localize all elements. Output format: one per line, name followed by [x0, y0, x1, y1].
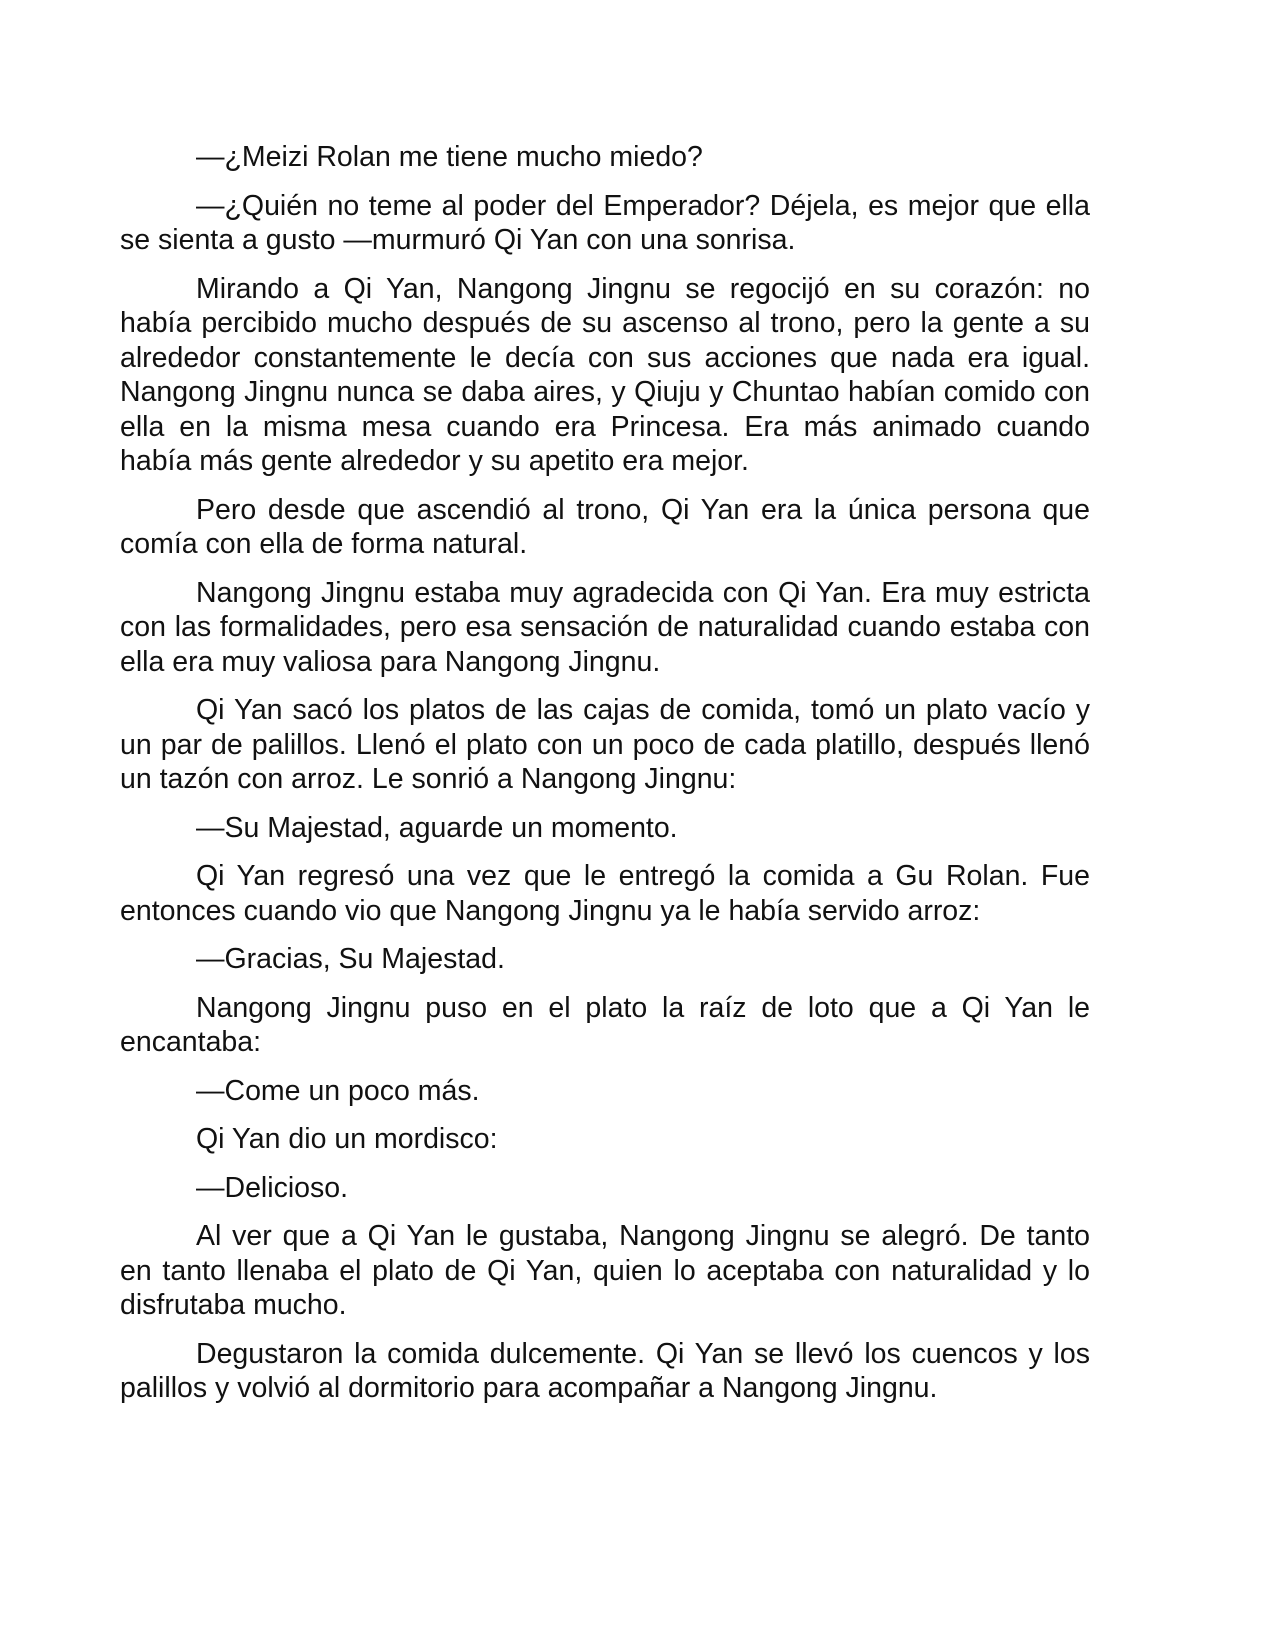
document-page — [120, 140, 1090, 1420]
paragraph-4: Pero desde que ascendió al trono, Qi Yan era la única persona que comía con ella de forma natural. — [120, 493, 1090, 560]
paragraph-2: —¿Quién no teme al poder del Emperador? Déjela, es mejor que ella se sienta a gusto —murmuró Qi Yan con una sonrisa. — [120, 189, 1090, 256]
paragraph-15: Degustaron la comida dulcemente. Qi Yan se llevó los cuencos y los palillos y volvió al dormitorio para acompañar a Nangong Jingnu. — [120, 1337, 1090, 1404]
paragraph-6: Qi Yan sacó los platos de las cajas de comida, tomó un plato vacío y un par de palillos. Llenó el plato con un poco de cada platillo, después llenó un tazón con arroz. Le sonrió a Nangong Jingnu: — [120, 694, 1090, 795]
paragraph-11: —Come un poco más. — [196, 1074, 480, 1107]
paragraph-13: —Delicioso. — [196, 1171, 349, 1204]
paragraph-1: —¿Meizi Rolan me tiene mucho miedo? — [196, 141, 703, 173]
paragraph-9: —Gracias, Su Majestad. — [196, 943, 505, 975]
paragraph-5: Nangong Jingnu estaba muy agradecida con Qi Yan. Era muy estricta con las formalidades, pero esa sensación de naturalidad cuando estaba con ella era muy valiosa para Nangong Jingnu. — [120, 576, 1090, 678]
paragraph-12: Qi Yan dio un mordisco: — [196, 1123, 498, 1155]
paragraph-3: Mirando a Qi Yan, Nangong Jingnu se regocijó en su corazón: no había percibido mucho después de su ascenso al trono, pero la gente a su alrededor constantemente le decía con sus acciones que nada era igual. Nangong Jingnu nunca se daba aires, y Qiuju y Chuntao habían comido con ella en la misma mesa cuando era Princesa. Era más animado cuando había más gente alrededor y su apetito era mejor. — [120, 272, 1090, 477]
paragraph-10: Nangong Jingnu puso en el plato la raíz de loto que a Qi Yan le encantaba: — [120, 991, 1090, 1058]
paragraph-7: —Su Majestad, aguarde un momento. — [196, 811, 678, 844]
paragraph-8: Qi Yan regresó una vez que le entregó la comida a Gu Rolan. Fue entonces cuando vio que Nangong Jingnu ya le había servido arroz: — [120, 860, 1090, 927]
paragraph-14: Al ver que a Qi Yan le gustaba, Nangong Jingnu se alegró. De tanto en tanto llenaba el plato de Qi Yan, quien lo aceptaba con naturalidad y lo disfrutaba mucho. — [120, 1220, 1090, 1321]
